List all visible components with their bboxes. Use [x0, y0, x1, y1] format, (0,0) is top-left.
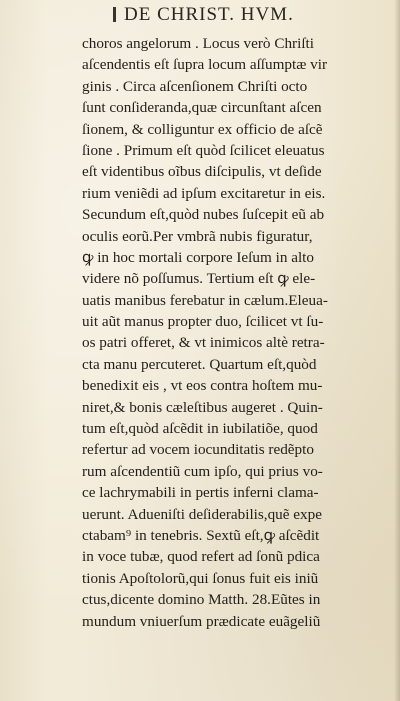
text-line: niret,& bonis cæleſtibus augeret . Quin- [82, 398, 323, 416]
page-edge-shadow [394, 0, 400, 701]
text-line: benedixit eis , vt eos contra hoſtem mu- [82, 377, 323, 395]
text-line: os patri offeret, & vt inimicos altè retra- [82, 334, 325, 352]
text-line: rum aſcendentiũ cum ipſo, qui prius vo- [82, 462, 323, 480]
page-header [0, 4, 400, 28]
text-line: oculis eorũ.Per vmbrã nubis figuratur, [82, 227, 313, 245]
header-rule [113, 7, 116, 22]
text-line: choros angelorum . Locus verò Chriſti [82, 35, 314, 52]
text-line: uatis manibus ferebatur in cælum.Eleua- [82, 291, 328, 309]
text-line: ginis . Circa aſcenſionem Chriſti octo [82, 77, 308, 95]
text-line: aſcendentis eſt ſupra locum aſſumptæ vir [82, 56, 328, 74]
text-line: uit aũt manus propter duo, ſcilicet vt ſu- [82, 313, 324, 331]
text-line: mundum vniuerſum prædicate euãgeliũ [82, 612, 321, 630]
text-line: uerunt. Adueniſti deſiderabilis,quẽ expe [82, 505, 322, 523]
text-line: ctabam⁹ in tenebris. Sextũ eſt,ꝙ aſcẽdit [82, 526, 320, 544]
text-line: ſione . Primum eſt quòd ſcilicet eleuatus [82, 141, 325, 159]
text-line: refertur ad vocem iocunditatis redẽpto [82, 441, 314, 459]
text-line: tionis Apoſtolorũ,qui ſonus fuit eis iniũ [82, 569, 319, 587]
text-line: ctus,dicente domino Matth. 28.Eũtes in [82, 591, 321, 609]
text-line: rium veniẽdi ad ipſum excitaretur in eis. [82, 184, 326, 202]
text-line: Secundum eſt,quòd nubes ſuſcepit eũ ab [82, 206, 325, 224]
text-line: in voce tubæ, quod refert ad ſonũ pdica [82, 548, 320, 566]
text-line: videre nõ poſſumus. Tertium eſt ꝙ ele- [82, 270, 316, 288]
text-line: cta manu percuteret. Quartum eſt,quòd [82, 355, 317, 373]
text-line: ſionem, & colliguntur ex officio de aſcẽ [82, 120, 323, 138]
text-line: ꝙ in hoc mortali corpore Ieſum in alto [82, 248, 314, 266]
running-head: DE CHRIST. HVM. [124, 4, 294, 25]
text-line: eſt videntibus oĩbus diſcipulis, vt deſide [82, 163, 322, 181]
text-line: tum eſt,quòd aſcẽdit in iubilatiõe, quod [82, 420, 318, 438]
text-line: ſunt conſideranda,quæ circunſtant aſcen [82, 99, 322, 117]
text-line: ce lachrymabili in pertis inferni clama- [82, 484, 319, 502]
body-text [82, 33, 397, 632]
